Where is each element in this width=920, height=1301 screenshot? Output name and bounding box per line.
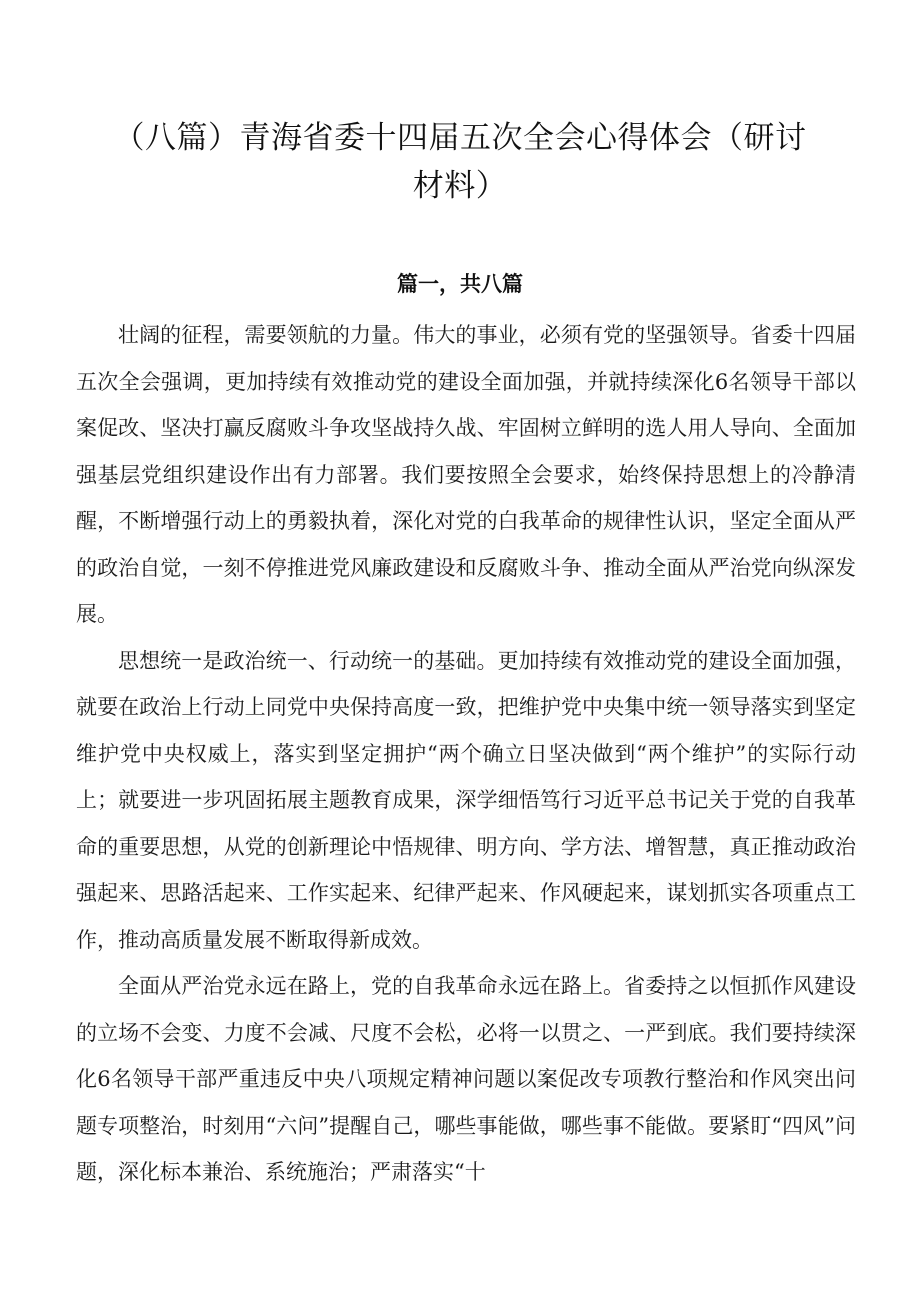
document-body (76, 312, 856, 1196)
paragraph: 思想统一是政治统一、行动统一的基础。更加持续有效推动党的建设全面加强，就要在政治上行动上同党中央保持高度一致，把维护党中央集中统一领导落实到坚定维护党中央权威上，落实到坚定拥护“两个确立日坚决做到“两个维护”的实际行动上；就要进一步巩固拓展主题教育成果，深学细悟笃行习近平总书记关于党的自我革命的重要思想，从党的创新理论中悟规律、明方向、学方法、增智慧，真正推动政治强起来、思路活起来、工作实起来、纪律严起来、作风硬起来，谋划抓实各项重点工作，推动高质量发展不断取得新成效。 (76, 648, 856, 952)
section-heading: 篇一，共八篇 (397, 272, 523, 296)
paragraph: 壮阔的征程，需要领航的力量。伟大的事业，必须有党的坚强领导。省委十四届五次全会强调，更加持续有效推动党的建设全面加强，并就持续深化6名领导干部以案促改、坚决打赢反腐败斗争攻坚战持久战、牢固树立鲜明的选人用人导向、全面加强基层党组织建设作出有力部署。我们要按照全会要求，始终保持思想上的冷静清醒，不断增强行动上的勇毅执着，深化对党的白我革命的规律性认识，坚定全面从严的政治自觉，一刻不停推进党风廉政建设和反腐败斗争、推动全面从严治党向纵深发展。 (76, 323, 856, 626)
paragraph: 全面从严治党永远在路上，党的自我革命永远在路上。省委持之以恒抓作风建设的立场不会变、力度不会减、尺度不会松，必将一以贯之、一严到底。我们要持续深化6名领导干部严重违反中央八项规定精神问题以案促改专项教行整治和作风突出问题专项整治，时刻用“六问”提醒自己，哪些事能做，哪些事不能做。要紧盯“四风”问题，深化标本兼治、系统施治；严肃落实“十 (76, 974, 856, 1184)
document-title: （八篇）青海省委十四届五次全会心得体会（研讨材料） (113, 120, 807, 204)
